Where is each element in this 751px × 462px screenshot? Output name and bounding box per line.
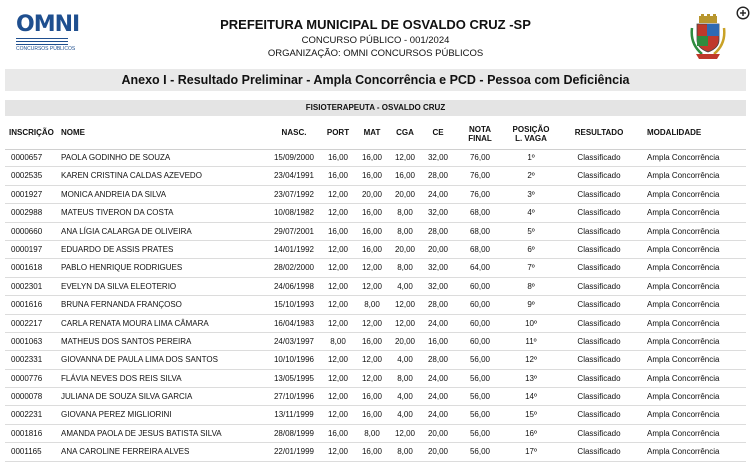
cell-inscricao: 0002331: [11, 355, 43, 365]
cell-port: 12,00: [327, 263, 349, 273]
cell-port: 12,00: [327, 244, 349, 254]
cell-mat: 16,00: [361, 447, 383, 457]
cell-inscricao: 0000660: [11, 226, 43, 236]
cell-port: 16,00: [327, 171, 349, 181]
cell-posicao: 16º: [525, 428, 537, 438]
cell-mat: 12,00: [361, 355, 383, 365]
cell-nasc: 16/04/1983: [273, 318, 315, 328]
cell-inscricao: 0001927: [11, 189, 43, 199]
cell-posicao: 14º: [525, 392, 537, 402]
cell-inscricao: 0000657: [11, 153, 43, 162]
cell-nasc: 28/08/1999: [273, 428, 315, 438]
cell-nota: 76,00: [469, 171, 491, 181]
cell-cga: 4,00: [397, 281, 413, 291]
cell-port: 16,00: [327, 153, 349, 162]
cell-mat: 16,00: [361, 226, 383, 236]
col-posicao-line2: L. VAGA: [515, 134, 547, 143]
add-circle-icon[interactable]: [736, 6, 750, 20]
cell-ce: 16,00: [427, 336, 449, 346]
cell-nota: 60,00: [469, 318, 491, 328]
cell-nota: 76,00: [469, 153, 491, 162]
cell-cga: 8,00: [397, 263, 413, 273]
cell-inscricao: 0001616: [11, 300, 43, 310]
cell-posicao: 5º: [527, 226, 535, 236]
cell-nota: 68,00: [469, 208, 491, 218]
cell-port: 16,00: [327, 428, 349, 438]
table-row: [5, 370, 746, 388]
cell-nome: EDUARDO DE ASSIS PRATES: [61, 244, 174, 254]
cell-mat: 16,00: [361, 410, 383, 420]
cell-nota: 68,00: [469, 226, 491, 236]
cell-resultado: Classificado: [577, 189, 621, 199]
cell-ce: 28,00: [427, 300, 449, 310]
cell-modalidade: Ampla Concorrência: [647, 336, 720, 346]
cell-port: 12,00: [327, 300, 349, 310]
cell-nasc: 24/03/1997: [273, 336, 315, 346]
cell-nome: EVELYN DA SILVA ELEOTERIO: [61, 281, 177, 291]
cell-nome: BRUNA FERNANDA FRANÇOSO: [61, 300, 182, 310]
cell-inscricao: 0002301: [11, 281, 43, 291]
table-row: [5, 278, 746, 296]
cell-resultado: Classificado: [577, 153, 621, 162]
cell-posicao: 6º: [527, 244, 535, 254]
col-nota-final: [459, 125, 501, 143]
cell-port: 12,00: [327, 281, 349, 291]
col-inscricao: INSCRIÇÃO: [9, 128, 54, 137]
cell-modalidade: Ampla Concorrência: [647, 373, 720, 383]
cell-posicao: 9º: [527, 300, 535, 310]
table-row: [5, 351, 746, 369]
cell-nome: CARLA RENATA MOURA LIMA CÂMARA: [61, 318, 209, 328]
cell-nota: 64,00: [469, 263, 491, 273]
cell-port: 12,00: [327, 447, 349, 457]
cell-nome: MATEUS TIVERON DA COSTA: [61, 208, 174, 218]
cell-nasc: 15/09/2000: [273, 153, 315, 162]
cell-nota: 56,00: [469, 392, 491, 402]
col-posicao-line1: POSIÇÃO: [512, 125, 550, 134]
cell-nasc: 10/08/1982: [273, 208, 315, 218]
col-cga: CGA: [396, 128, 414, 137]
cell-resultado: Classificado: [577, 208, 621, 218]
cell-nome: PABLO HENRIQUE RODRIGUES: [61, 263, 183, 273]
cell-posicao: 2º: [527, 171, 535, 181]
cell-port: 8,00: [330, 336, 346, 346]
cell-modalidade: Ampla Concorrência: [647, 153, 720, 162]
col-port: PORT: [326, 128, 350, 137]
cell-ce: 20,00: [427, 428, 449, 438]
cell-mat: 20,00: [361, 189, 383, 199]
table-row: [5, 425, 746, 443]
cell-nasc: 24/06/1998: [273, 281, 315, 291]
cell-inscricao: 0001165: [11, 447, 42, 457]
cell-ce: 28,00: [427, 226, 449, 236]
cell-cga: 8,00: [397, 447, 413, 457]
table-row: [5, 186, 746, 204]
cell-ce: 20,00: [427, 244, 449, 254]
contest-name: CONCURSO PÚBLICO - 001/2024: [301, 35, 450, 46]
cell-resultado: Classificado: [577, 392, 621, 402]
table-row: [5, 241, 746, 259]
cell-modalidade: Ampla Concorrência: [647, 263, 720, 273]
cell-inscricao: 0000197: [11, 244, 43, 254]
cell-modalidade: Ampla Concorrência: [647, 300, 720, 310]
cell-port: 12,00: [327, 410, 349, 420]
cell-posicao: 8º: [527, 281, 535, 291]
cell-mat: 16,00: [361, 392, 383, 402]
cell-cga: 4,00: [397, 410, 413, 420]
cell-modalidade: Ampla Concorrência: [647, 392, 720, 402]
cell-resultado: Classificado: [577, 226, 621, 236]
cell-resultado: Classificado: [577, 373, 621, 383]
cell-nota: 60,00: [469, 281, 491, 291]
cell-cga: 12,00: [394, 318, 416, 328]
cell-mat: 12,00: [361, 373, 383, 383]
col-nome: NOME: [61, 128, 85, 137]
cell-nome: PAOLA GODINHO DE SOUZA: [61, 153, 171, 162]
cell-inscricao: 0002988: [11, 208, 43, 218]
cell-posicao: 13º: [525, 373, 537, 383]
cell-nome: KAREN CRISTINA CALDAS AZEVEDO: [61, 171, 202, 181]
cell-ce: 24,00: [427, 373, 449, 383]
cell-posicao: 12º: [525, 355, 537, 365]
cell-posicao: 10º: [525, 318, 537, 328]
table-row: [5, 388, 746, 406]
cell-nome: JULIANA DE SOUZA SILVA GARCIA: [61, 392, 193, 402]
cell-posicao: 4º: [527, 208, 535, 218]
cell-nasc: 22/01/1999: [273, 447, 315, 457]
col-nota-line1: NOTA: [468, 125, 492, 134]
table-row: [5, 204, 746, 222]
cell-ce: 28,00: [427, 355, 449, 365]
cell-nota: 68,00: [469, 244, 491, 254]
cell-mat: 12,00: [361, 263, 383, 273]
cell-inscricao: 0002535: [11, 171, 43, 181]
cell-port: 12,00: [327, 189, 349, 199]
cell-port: 12,00: [327, 373, 349, 383]
cell-modalidade: Ampla Concorrência: [647, 171, 720, 181]
cell-mat: 12,00: [361, 281, 383, 291]
municipal-crest-icon: [690, 14, 726, 60]
cell-cga: 12,00: [394, 428, 416, 438]
col-nota-line2: FINAL: [468, 134, 492, 143]
section-title: FISIOTERAPEUTA - OSVALDO CRUZ: [5, 100, 746, 116]
cell-resultado: Classificado: [577, 318, 621, 328]
cell-nota: 60,00: [469, 300, 491, 310]
cell-port: 12,00: [327, 208, 349, 218]
results-table-body: [5, 149, 746, 462]
cell-mat: 8,00: [364, 300, 380, 310]
cell-cga: 8,00: [397, 226, 413, 236]
cell-mat: 16,00: [361, 208, 383, 218]
cell-cga: 12,00: [394, 300, 416, 310]
cell-posicao: 3º: [527, 189, 535, 199]
cell-port: 12,00: [327, 318, 349, 328]
cell-nota: 56,00: [469, 447, 491, 457]
cell-port: 16,00: [327, 226, 349, 236]
cell-resultado: Classificado: [577, 300, 621, 310]
cell-nasc: 14/01/1992: [273, 244, 315, 254]
cell-cga: 4,00: [397, 392, 413, 402]
cell-port: 12,00: [327, 355, 349, 365]
cell-nota: 56,00: [469, 355, 491, 365]
cell-ce: 20,00: [427, 447, 449, 457]
cell-mat: 8,00: [364, 428, 380, 438]
cell-resultado: Classificado: [577, 355, 621, 365]
cell-resultado: Classificado: [577, 263, 621, 273]
table-row: [5, 406, 746, 424]
cell-resultado: Classificado: [577, 447, 621, 457]
cell-nota: 56,00: [469, 410, 491, 420]
cell-ce: 24,00: [427, 189, 449, 199]
cell-modalidade: Ampla Concorrência: [647, 208, 720, 218]
cell-cga: 20,00: [394, 244, 416, 254]
logo-subtitle: CONCURSOS PÚBLICOS: [16, 46, 76, 52]
cell-nome: GIOVANA PEREZ MIGLIORINI: [61, 410, 172, 420]
cell-resultado: Classificado: [577, 410, 621, 420]
cell-ce: 24,00: [427, 410, 449, 420]
cell-nasc: 13/11/1999: [274, 410, 314, 420]
cell-port: 12,00: [327, 392, 349, 402]
table-row: [5, 315, 746, 333]
table-header: [5, 117, 746, 150]
cell-cga: 20,00: [394, 336, 416, 346]
table-row: [5, 333, 746, 351]
cell-modalidade: Ampla Concorrência: [647, 244, 720, 254]
col-posicao: [505, 125, 557, 143]
cell-nota: 56,00: [469, 428, 491, 438]
cell-inscricao: 0002217: [11, 318, 43, 328]
cell-resultado: Classificado: [577, 336, 621, 346]
cell-ce: 32,00: [427, 153, 449, 162]
cell-nota: 60,00: [469, 336, 491, 346]
annex-title: Anexo I - Resultado Preliminar - Ampla Concorrência e PCD - Pessoa com Deficiência: [5, 69, 746, 91]
cell-inscricao: 0002231: [11, 410, 43, 420]
cell-ce: 32,00: [427, 281, 449, 291]
cell-nome: GIOVANNA DE PAULA LIMA DOS SANTOS: [61, 355, 218, 365]
cell-modalidade: Ampla Concorrência: [647, 318, 720, 328]
cell-resultado: Classificado: [577, 244, 621, 254]
cell-nota: 76,00: [469, 189, 491, 199]
cell-inscricao: 0000078: [11, 392, 43, 402]
cell-cga: 12,00: [394, 153, 416, 162]
cell-nota: 56,00: [469, 373, 491, 383]
cell-nasc: 28/02/2000: [273, 263, 315, 273]
cell-nome: ANA CAROLINE FERREIRA ALVES: [61, 447, 190, 457]
col-nasc: NASC.: [281, 128, 307, 137]
cell-nasc: 29/07/2001: [273, 226, 315, 236]
col-ce: CE: [432, 128, 444, 137]
cell-modalidade: Ampla Concorrência: [647, 281, 720, 291]
cell-nome: MATHEUS DOS SANTOS PEREIRA: [61, 336, 192, 346]
cell-cga: 20,00: [394, 189, 416, 199]
cell-nasc: 10/10/1996: [273, 355, 315, 365]
cell-mat: 16,00: [361, 153, 383, 162]
table-row: [5, 149, 746, 167]
cell-ce: 24,00: [427, 318, 449, 328]
cell-nasc: 15/10/1993: [273, 300, 315, 310]
cell-mat: 16,00: [361, 244, 383, 254]
cell-resultado: Classificado: [577, 171, 621, 181]
cell-cga: 8,00: [397, 373, 413, 383]
cell-inscricao: 0001618: [11, 263, 43, 273]
col-mat: MAT: [363, 128, 381, 137]
cell-nasc: 13/05/1995: [273, 373, 315, 383]
col-resultado: RESULTADO: [574, 128, 624, 137]
col-modalidade: MODALIDADE: [647, 128, 702, 137]
cell-posicao: 1º: [527, 153, 535, 162]
cell-modalidade: Ampla Concorrência: [647, 189, 720, 199]
cell-posicao: 7º: [527, 263, 535, 273]
cell-posicao: 17º: [525, 447, 537, 457]
cell-nome: ANA LÍGIA CALARGA DE OLIVEIRA: [61, 226, 192, 236]
table-row: [5, 167, 746, 185]
cell-nome: AMANDA PAOLA DE JESUS BATISTA SILVA: [61, 428, 222, 438]
cell-nasc: 23/07/1992: [273, 189, 315, 199]
cell-cga: 4,00: [397, 355, 413, 365]
cell-modalidade: Ampla Concorrência: [647, 226, 720, 236]
cell-inscricao: 0001063: [11, 336, 43, 346]
cell-modalidade: Ampla Concorrência: [647, 355, 720, 365]
cell-ce: 24,00: [427, 392, 449, 402]
cell-ce: 32,00: [427, 208, 449, 218]
cell-mat: 12,00: [361, 318, 383, 328]
table-row: [5, 296, 746, 314]
cell-posicao: 15º: [525, 410, 537, 420]
cell-ce: 28,00: [427, 171, 449, 181]
cell-modalidade: Ampla Concorrência: [647, 428, 720, 438]
cell-mat: 16,00: [361, 336, 383, 346]
cell-resultado: Classificado: [577, 281, 621, 291]
cell-posicao: 11º: [525, 336, 537, 346]
cell-resultado: Classificado: [577, 428, 621, 438]
logo-text: OMNI: [16, 12, 80, 37]
cell-nome: MONICA ANDREIA DA SILVA: [61, 189, 167, 199]
cell-modalidade: Ampla Concorrência: [647, 410, 720, 420]
cell-cga: 16,00: [394, 171, 416, 181]
cell-inscricao: 0001816: [11, 428, 43, 438]
cell-modalidade: Ampla Concorrência: [647, 447, 720, 457]
cell-nasc: 27/10/1996: [273, 392, 315, 402]
document-title: PREFEITURA MUNICIPAL DE OSVALDO CRUZ -SP: [220, 17, 531, 32]
document-header: [0, 0, 751, 68]
table-row: [5, 259, 746, 277]
cell-nasc: 23/04/1991: [273, 171, 315, 181]
cell-nome: FLÁVIA NEVES DOS REIS SILVA: [61, 373, 182, 383]
cell-cga: 8,00: [397, 208, 413, 218]
organizer-name: ORGANIZAÇÃO: OMNI CONCURSOS PÚBLICOS: [267, 48, 484, 59]
cell-ce: 32,00: [427, 263, 449, 273]
cell-inscricao: 0000776: [11, 373, 43, 383]
cell-mat: 16,00: [361, 171, 383, 181]
table-row: [5, 223, 746, 241]
